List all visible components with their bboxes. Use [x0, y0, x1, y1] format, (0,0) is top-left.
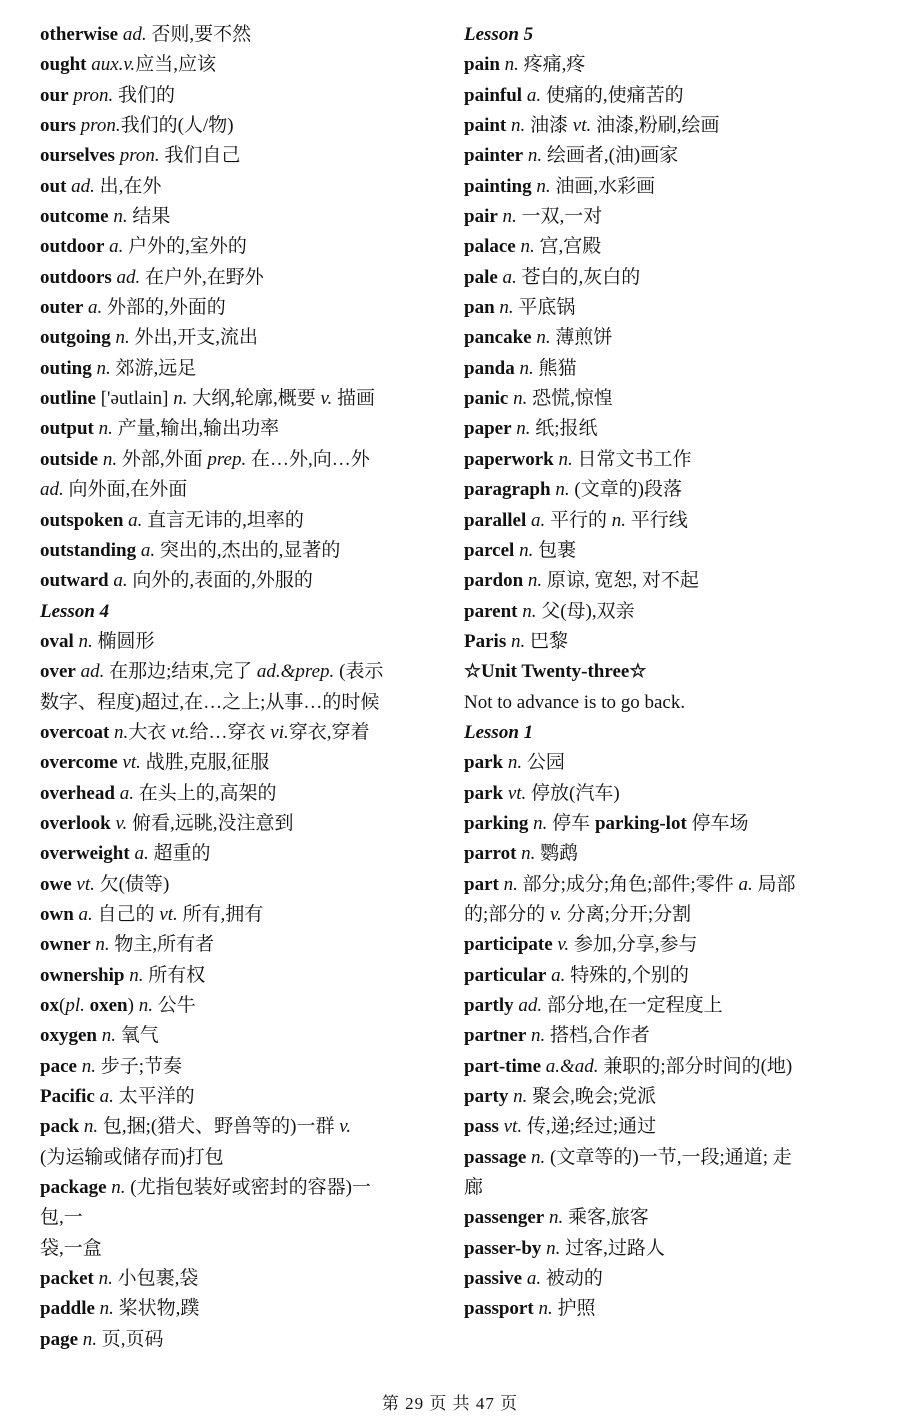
entry-line: outer a. 外部的,外面的	[40, 297, 226, 319]
entry-line: Lesson 1	[464, 721, 534, 743]
entry-line: pace n. 步子;节奏	[40, 1055, 182, 1077]
entry-line: part-time a.&ad. 兼职的;部分时间的(地)	[464, 1055, 793, 1077]
entry-line: pack n. 包,捆;(猎犬、野兽等的)一群 v.	[40, 1116, 352, 1138]
entry-line: pass vt. 传,递;经过;通过	[464, 1116, 657, 1138]
entry-line: Pacific a. 太平洋的	[40, 1086, 195, 1108]
entry-line: owe vt. 欠(债等)	[40, 873, 170, 895]
entry-line: package n. (尤指包装好或密封的容器)一	[40, 1177, 371, 1199]
entry-line: our pron. 我们的	[40, 84, 175, 106]
entry-line: palace n. 宫,宫殿	[464, 236, 602, 258]
entry-line: paragraph n. (文章的)段落	[464, 479, 682, 501]
entry-line: own a. 自己的 vt. 所有,拥有	[40, 903, 264, 925]
entry-line: parrot n. 鹦鹉	[464, 843, 579, 865]
entry-line: passage n. (文章等的)一节,一段;通道; 走	[464, 1146, 792, 1168]
entry-line: oxygen n. 氧气	[40, 1025, 159, 1047]
entry-line: packet n. 小包裹,袋	[40, 1268, 199, 1290]
entry-line: 的;部分的 v. 分离;分开;分割	[464, 903, 692, 925]
entry-line: participate v. 参加,分享,参与	[464, 934, 698, 956]
entry-line: park n. 公园	[464, 752, 565, 774]
entry-line: part n. 部分;成分;角色;部件;零件 a. 局部	[464, 873, 796, 895]
entry-line: passer-by n. 过客,过路人	[464, 1237, 665, 1259]
entry-line: pan n. 平底锅	[464, 297, 576, 319]
entry-line: (为运输或储存而)打包	[40, 1146, 224, 1168]
entry-line: Lesson 5	[464, 24, 534, 45]
entry-line: overhead a. 在头上的,高架的	[40, 782, 277, 804]
entry-line: out ad. 出,在外	[40, 175, 162, 197]
entry-line: overlook v. 俯看,远眺,没注意到	[40, 812, 294, 834]
entry-line: outdoors ad. 在户外,在野外	[40, 266, 264, 288]
entry-line: Not to advance is to go back.	[464, 691, 686, 713]
entry-line: party n. 聚会,晚会;党派	[464, 1086, 657, 1108]
entry-line: ad. 向外面,在外面	[40, 479, 188, 501]
entry-line: ox(pl. oxen) n. 公牛	[40, 995, 196, 1016]
entry-line: parallel a. 平行的 n. 平行线	[464, 509, 688, 531]
entry-line: paddle n. 桨状物,蹼	[40, 1298, 200, 1320]
entry-line: painter n. 绘画者,(油)画家	[464, 145, 679, 167]
entry-line: overweight a. 超重的	[40, 843, 211, 865]
entry-line: overcome vt. 战胜,克服,征服	[40, 752, 270, 774]
left-column	[40, 20, 425, 1355]
entry-line: parcel n. 包裹	[464, 539, 577, 561]
entry-line: painful a. 使痛的,使痛苦的	[464, 84, 684, 106]
entry-line: outward a. 向外的,表面的,外服的	[40, 570, 313, 592]
entry-line: owner n. 物主,所有者	[40, 934, 215, 956]
entry-line: parent n. 父(母),双亲	[464, 600, 635, 622]
entry-line: outing n. 郊游,远足	[40, 357, 197, 379]
entry-line: outdoor a. 户外的,室外的	[40, 236, 247, 258]
entry-line: oval n. 椭圆形	[40, 630, 155, 652]
entry-line: ours pron.我们的(人/物)	[40, 115, 234, 137]
entry-line: panda n. 熊猫	[464, 357, 577, 379]
entry-line: Paris n. 巴黎	[464, 630, 568, 652]
entry-line: ownership n. 所有权	[40, 964, 206, 986]
entry-line: outstanding a. 突出的,杰出的,显著的	[40, 539, 341, 561]
right-column	[464, 20, 854, 1325]
entry-line: ought aux.v.应当,应该	[40, 54, 216, 76]
entry-line: otherwise ad. 否则,要不然	[40, 24, 252, 45]
entry-line: over ad. 在那边;结束,完了 ad.&prep. (表示	[40, 661, 384, 683]
entry-line: outside n. 外部,外面 prep. 在…外,向…外	[40, 448, 370, 470]
entry-line: outspoken a. 直言无讳的,坦率的	[40, 509, 304, 531]
entry-line: outcome n. 结果	[40, 206, 171, 228]
entry-line: park vt. 停放(汽车)	[464, 782, 620, 804]
entry-line: paper n. 纸;报纸	[464, 418, 598, 440]
entry-line: passport n. 护照	[464, 1298, 596, 1320]
entry-line: 廊	[464, 1177, 484, 1199]
entry-line: painting n. 油画,水彩画	[464, 175, 656, 197]
entry-line: pair n. 一双,一对	[464, 206, 603, 228]
entry-line: 数字、程度)超过,在…之上;从事…的时候	[40, 691, 380, 713]
page-footer: 第 29 页 共 47 页	[381, 1394, 519, 1413]
entry-line: pancake n. 薄煎饼	[464, 327, 613, 349]
entry-line: partner n. 搭档,合作者	[464, 1025, 650, 1047]
entry-line: outline ['əutlain] n. 大纲,轮廓,概要 v. 描画	[40, 388, 376, 410]
entry-line: panic n. 恐慌,惊惶	[464, 388, 613, 410]
entry-line: ☆Unit Twenty-three☆	[464, 661, 647, 683]
entry-line: 包,一	[40, 1207, 83, 1229]
entry-line: overcoat n.大衣 vt.给…穿衣 vi.穿衣,穿着	[40, 721, 370, 743]
entry-line: 袋,一盒	[40, 1237, 102, 1259]
entry-line: paperwork n. 日常文书工作	[464, 448, 692, 470]
entry-line: pardon n. 原谅, 宽恕, 对不起	[464, 570, 699, 592]
entry-line: passenger n. 乘客,旅客	[464, 1207, 649, 1229]
entry-line: pain n. 疼痛,疼	[464, 54, 586, 76]
entry-line: particular a. 特殊的,个别的	[464, 964, 689, 986]
entry-line: output n. 产量,输出,输出功率	[40, 418, 280, 440]
entry-line: pale a. 苍白的,灰白的	[464, 266, 641, 288]
entry-line: page n. 页,页码	[40, 1328, 164, 1350]
entry-line: passive a. 被动的	[464, 1268, 603, 1290]
entry-line: ourselves pron. 我们自己	[40, 145, 241, 167]
entry-line: paint n. 油漆 vt. 油漆,粉刷,绘画	[464, 115, 720, 137]
entry-line: partly ad. 部分地,在一定程度上	[464, 995, 723, 1016]
entry-line: parking n. 停车 parking-lot 停车场	[464, 812, 749, 834]
entry-line: outgoing n. 外出,开支,流出	[40, 327, 259, 349]
entry-line: Lesson 4	[40, 600, 110, 622]
